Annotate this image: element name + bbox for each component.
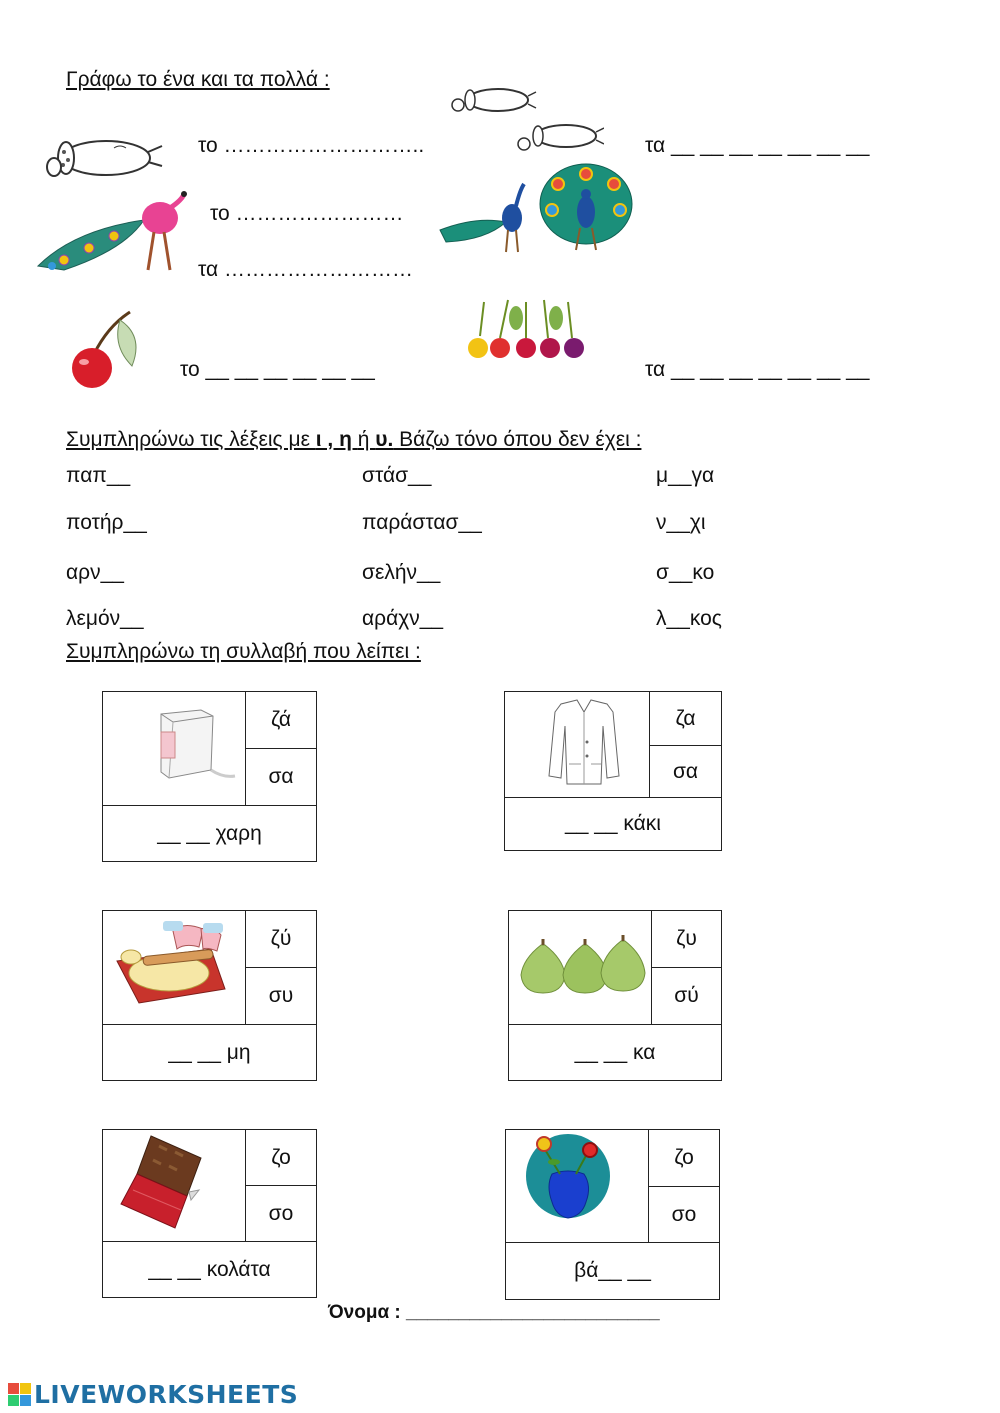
picture-cell-vase [505,1129,649,1243]
salami-singular-blank[interactable]: το ……………………….. [198,134,425,157]
word-blank[interactable]: αρν__ [66,561,124,584]
peacock-singular-blank[interactable]: το …………………… [210,202,404,225]
word-blank[interactable]: ν__χι [656,511,706,534]
peacock-single-image [34,190,190,276]
section2-heading [66,428,641,452]
syllable-choice[interactable]: ζά [245,691,317,749]
syllable-choice[interactable]: σα [245,748,317,806]
sugar-bag-image [103,692,245,805]
word-blank[interactable]: μ__γα [656,464,715,487]
syllable-choice[interactable]: συ [245,967,317,1025]
liveworksheets-logo [8,1380,298,1409]
syllable-choice[interactable]: ζο [245,1129,317,1186]
salami-plural-image-top [448,84,538,114]
word-blank[interactable]: σελήν__ [362,561,441,584]
salami-plural-image-bottom [514,120,604,154]
syllable-choice[interactable]: σο [648,1186,720,1243]
word-blank[interactable]: παπ__ [66,464,131,487]
dough-rolling-image [103,911,245,1024]
picture-cell-dough [102,910,246,1025]
word-target[interactable]: __ __ μη [102,1024,317,1081]
syllable-choice[interactable]: σύ [651,967,722,1025]
word-blank[interactable]: αράχν__ [362,607,444,630]
word-target[interactable]: __ __ κολάτα [102,1241,317,1298]
logo-badge-icon [8,1383,31,1406]
syllable-choice[interactable]: ζύ [245,910,317,968]
flower-vase-image [506,1130,648,1242]
picture-cell-figs [508,910,652,1025]
name-field[interactable]: Όνομα : ________________________ [328,1302,660,1323]
word-blank[interactable]: παράστασ__ [362,511,482,534]
section2-heading-letters: ι , η [315,428,358,451]
cherry-single-image [64,306,144,394]
section1-heading: Γράφω το ένα και τα πολλά : [66,68,330,91]
syllable-choice[interactable]: ζα [649,691,722,746]
logo-text: LIVEWORKSHEETS [34,1380,299,1409]
word-blank[interactable]: λ__κος [656,607,722,630]
word-blank[interactable]: λεμόν__ [66,607,144,630]
section2-heading-u: υ. [375,428,394,451]
word-target[interactable]: __ __ κα [508,1024,722,1081]
word-target[interactable]: __ __ κάκι [504,797,722,851]
cherry-singular-blank[interactable]: το __ __ __ __ __ __ [180,358,375,381]
syllable-choice[interactable]: ζυ [651,910,722,968]
section2-heading-or: ή [357,428,376,451]
word-blank[interactable]: ποτήρ__ [66,511,147,534]
word-target[interactable]: __ __ χαρη [102,805,317,862]
picture-cell-sugar [102,691,246,806]
salami-plural-blank[interactable]: τα __ __ __ __ __ __ __ [645,134,870,157]
section2-heading-suffix: Βάζω τόνο όπου δεν έχει : [393,428,642,451]
word-target[interactable]: βά__ __ [505,1242,720,1300]
syllable-choice[interactable]: σο [245,1185,317,1242]
picture-cell-jacket [504,691,650,798]
word-blank[interactable]: στάσ__ [362,464,432,487]
picture-cell-chocolate [102,1129,246,1242]
jacket-image [505,692,649,797]
cherry-plural-blank[interactable]: τα __ __ __ __ __ __ __ [645,358,870,381]
cherries-plural-image [464,296,596,366]
chocolate-image [103,1130,245,1241]
salami-single-image [44,132,176,180]
syllable-choice[interactable]: ζο [648,1129,720,1187]
syllable-choice[interactable]: σα [649,745,722,798]
section2-heading-prefix: Συμπληρώνω τις λέξεις με [66,428,316,451]
section3-heading: Συμπληρώνω τη συλλαβή που λείπει : [66,640,421,663]
peacock-plural-blank[interactable]: τα ……………………… [198,258,413,281]
figs-image [509,911,651,1024]
word-blank[interactable]: σ__κο [656,561,715,584]
peacocks-plural-image [436,160,636,260]
